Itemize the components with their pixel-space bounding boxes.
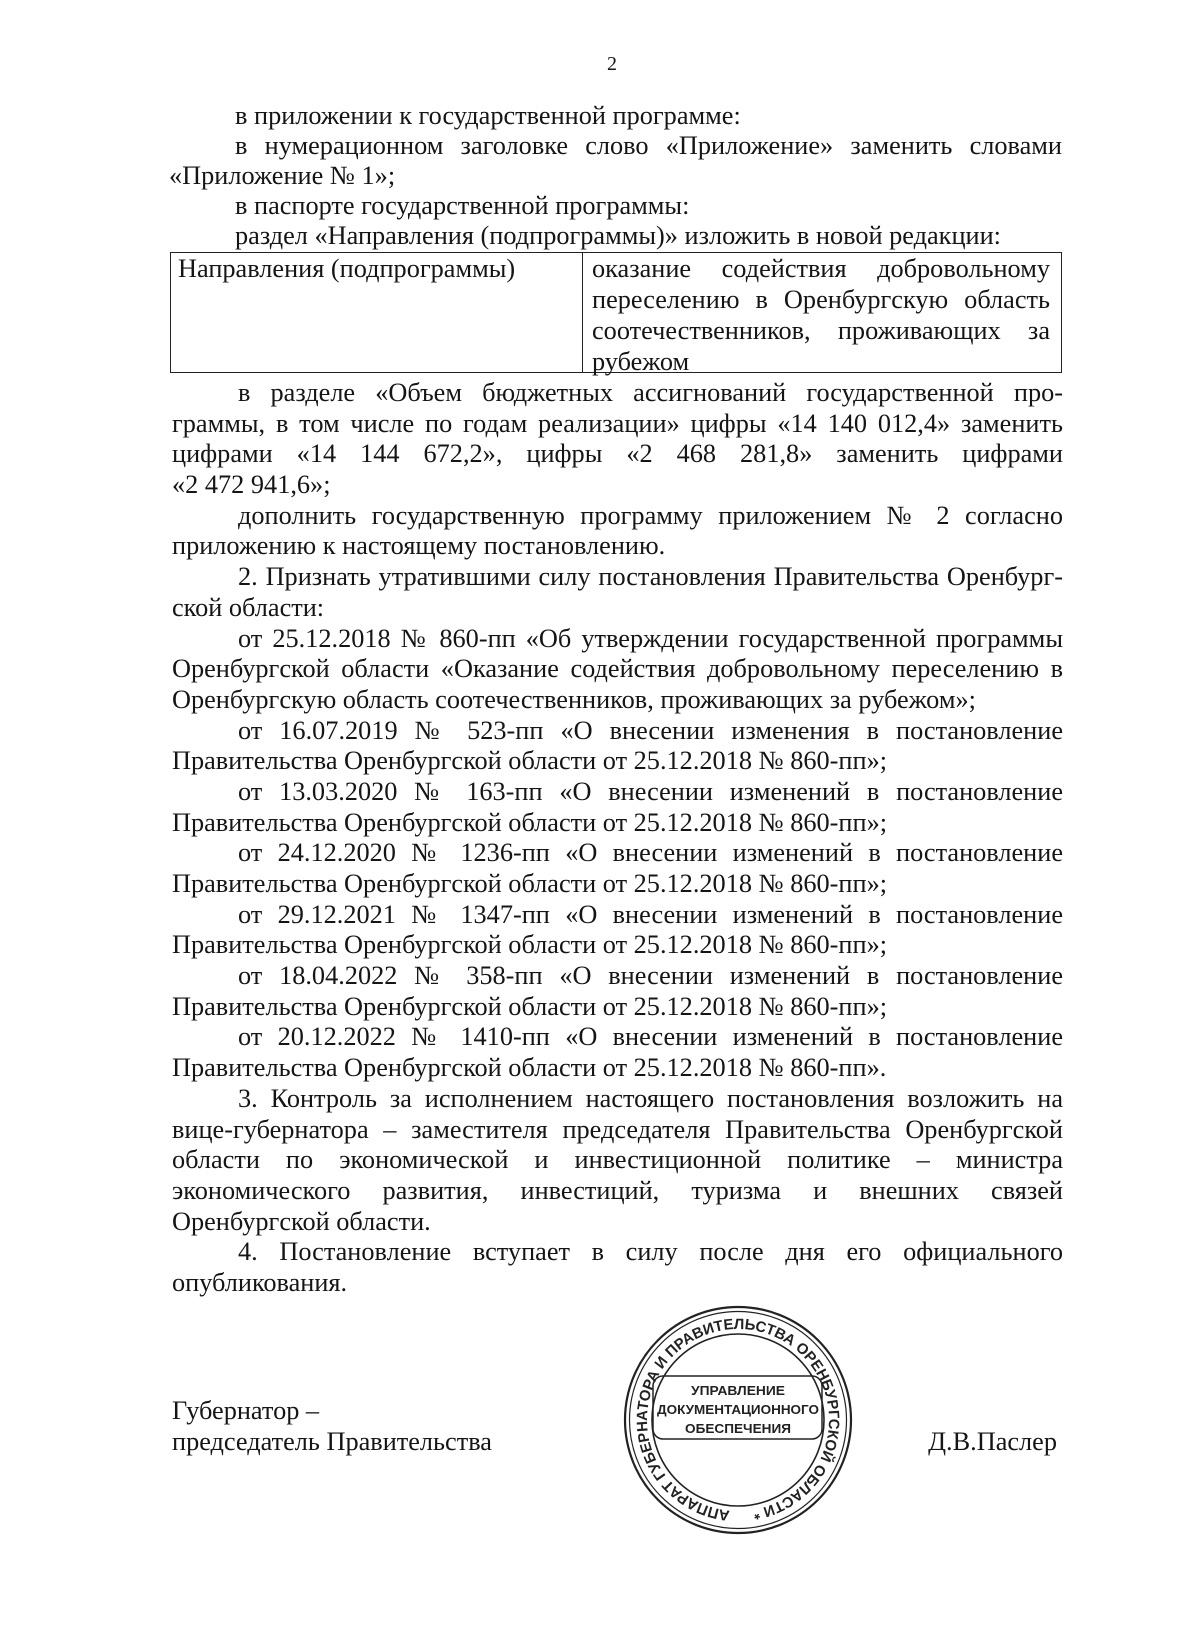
official-seal (620, 1302, 856, 1538)
paragraph (172, 777, 1063, 838)
paragraph-line: Оренбургскую область соотечественников, проживающих за рубежом»; (172, 684, 976, 714)
signatory-title-line: председатель Правительства (172, 1427, 492, 1456)
paragraph-line: Правительства Оренбургской области от 25.12.2018 № 860-пп». (172, 1053, 887, 1083)
paragraph (172, 1237, 1063, 1298)
paragraph-line: в паспорте государственной программы: (235, 191, 690, 220)
signatory-name: Д.В.Паслер (928, 1427, 1057, 1456)
paragraph-line: в нумерационном заголовке слово «Приложение» заменить словами (235, 131, 1062, 160)
signatory-title-line: Губернатор – (172, 1396, 320, 1425)
paragraph-line: граммы, в том числе по годам реализации» цифры «14 140 012,4» заменить (172, 408, 1063, 438)
paragraph (172, 838, 1063, 899)
seal-ring-text (634, 1316, 842, 1524)
paragraph-line: 4. Постановление вступает в силу после дня его официального (238, 1237, 1063, 1267)
paragraph (169, 131, 1062, 191)
paragraph-line: от 18.04.2022 № 358-пп «О внесении изменений в постановление (238, 961, 1063, 991)
paragraph (172, 961, 1063, 1022)
paragraph-line: ской области: (172, 592, 325, 622)
table-cell-line: соотечественников, проживающих за (592, 316, 1050, 345)
paragraph-line: Оренбургской области «Оказание содействия добровольному переселению в (172, 654, 1063, 684)
paragraph (172, 716, 1063, 777)
seal-center-line: УПРАВЛЕНИЕ (691, 1383, 786, 1398)
paragraph-line: Оренбургской области. (172, 1206, 431, 1236)
paragraph (172, 1084, 1063, 1237)
paragraph-line: от 24.12.2020 № 1236-пп «О внесении изменений в постановление (238, 838, 1063, 868)
table-cell-text: Направления (подпрограммы) (178, 254, 516, 283)
paragraph-line: раздел «Направления (подпрограммы)» изложить в новой редакции: (235, 221, 1001, 250)
table-cell-label (171, 253, 583, 372)
seal-ring-text-path: АППАРАТ ГУБЕРНАТОРА И ПРАВИТЕЛЬСТВА ОРЕНБУРГСКОЙ ОБЛАСТИ * (633, 1315, 843, 1524)
paragraph (172, 378, 1063, 501)
table-cell-line: оказание содействия добровольному (592, 254, 1050, 283)
paragraph-line: приложению к настоящему постановлению. (172, 531, 666, 561)
paragraph (172, 562, 1063, 623)
paragraph-line: Правительства Оренбургской области от 25.12.2018 № 860-пп»; (172, 807, 888, 837)
paragraph-line: экономического развития, инвестиций, туризма и внешних связей (172, 1175, 1063, 1205)
paragraph-line: Правительства Оренбургской области от 25.12.2018 № 860-пп»; (172, 991, 888, 1021)
paragraph-line: «2 472 941,6»; (172, 470, 331, 500)
paragraph-line: Правительства Оренбургской области от 25.12.2018 № 860-пп»; (172, 869, 888, 898)
paragraph-line: вице-губернатора – заместителя председателя Правительства Оренбургской (172, 1114, 1063, 1144)
paragraph-line: Правительства Оренбургской области от 25.12.2018 № 860-пп»; (172, 746, 888, 776)
paragraph-line: от 16.07.2019 № 523-пп «О внесении изменения в постановление (238, 715, 1063, 745)
paragraph (169, 221, 1062, 251)
paragraph-line: «Приложение № 1»; (169, 161, 396, 190)
paragraph (172, 501, 1063, 562)
seal-inner-ring (652, 1334, 824, 1506)
paragraph-line: цифрами «14 144 672,2», цифры «2 468 281,8» заменить цифрами (172, 439, 1063, 469)
paragraph-line: от 29.12.2021 № 1347-пп «О внесении изменений в постановление (238, 899, 1063, 929)
table-cell-line: рубежом (592, 347, 690, 376)
paragraph-line: от 20.12.2022 № 1410-пп «О внесении изменений в постановление (238, 1022, 1063, 1052)
paragraph (169, 101, 1062, 131)
paragraph-line: в приложении к государственной программе: (235, 101, 741, 130)
paragraph-line: от 25.12.2018 № 860-пп «Об утверждении государственной программы (238, 623, 1063, 653)
paragraph-line: в разделе «Объем бюджетных ассигнований государственной про- (238, 378, 1063, 407)
seal-outer-ring (625, 1307, 851, 1533)
paragraph-line: от 13.03.2020 № 163-пп «О внесении изменений в постановление (238, 776, 1063, 806)
seal-center-line: ДОКУМЕНТАЦИОННОГО (657, 1402, 819, 1417)
signatory-title (172, 1395, 572, 1457)
paragraph-line: опубликования. (172, 1267, 348, 1297)
seal-center-line: ОБЕСПЕЧЕНИЯ (685, 1421, 791, 1436)
paragraph-line: дополнить государственную программу приложением № 2 согласно (238, 500, 1063, 530)
paragraph-line: 3. Контроль за исполнением настоящего постановления возложить на (238, 1083, 1063, 1113)
table-cell-value (583, 253, 1061, 376)
paragraph (169, 191, 1062, 221)
paragraph (172, 1022, 1063, 1083)
table-cell-line: переселению в Оренбургскую область (592, 285, 1050, 314)
page-number: 2 (607, 53, 617, 75)
paragraph (172, 624, 1063, 716)
intro-section (169, 101, 1062, 251)
paragraph-line: Правительства Оренбургской области от 25.12.2018 № 860-пп»; (172, 930, 888, 960)
paragraph-line: области по экономической и инвестиционной политике – министра (172, 1145, 1063, 1175)
passport-table (170, 252, 1062, 376)
seal-second-ring (630, 1312, 847, 1529)
paragraph (172, 900, 1063, 961)
paragraph-line: 2. Признать утратившими силу постановления Правительства Оренбург- (238, 562, 1063, 592)
body-section (172, 378, 1063, 1299)
